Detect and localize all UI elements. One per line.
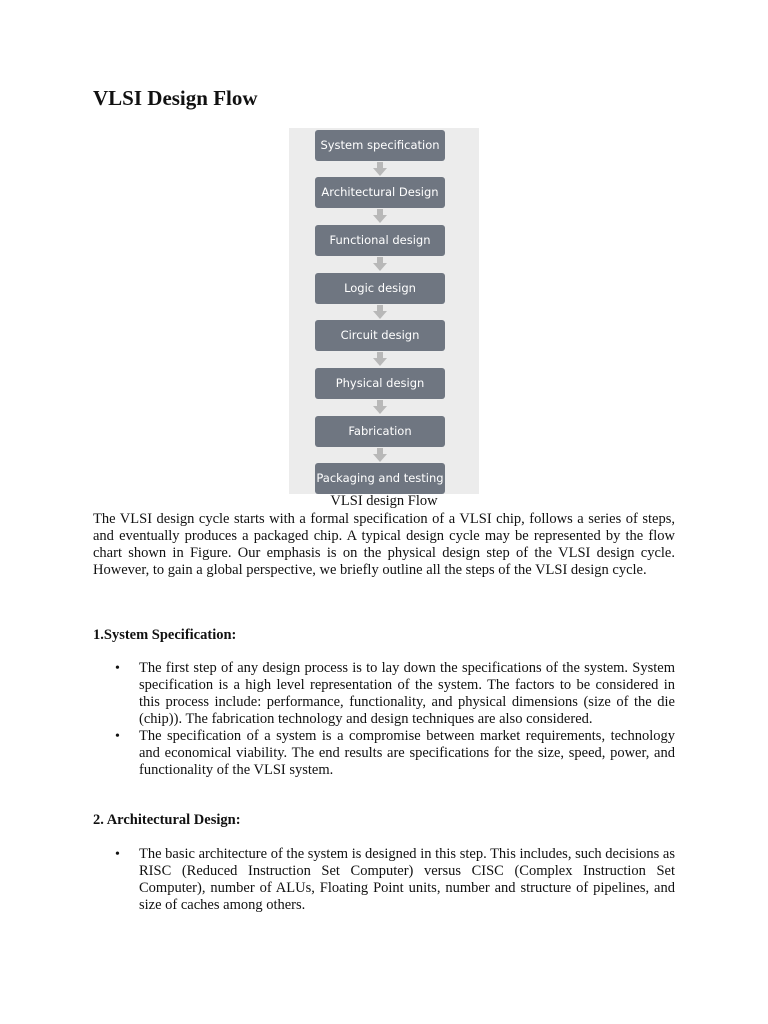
list-item-text: The specification of a system is a compromise between market requirements, technology and economical viability. The end results are specifications for the size, speed, power, and functionality of the VLSI system. xyxy=(139,728,675,778)
flow-step-functional-design: Functional design xyxy=(315,225,445,256)
section-heading-system-specification: 1.System Specification: xyxy=(93,627,237,643)
bullet-icon: • xyxy=(115,847,120,862)
flow-step-architectural-design: Architectural Design xyxy=(315,177,445,208)
down-arrow-icon xyxy=(373,400,387,414)
flow-diagram xyxy=(289,128,479,494)
flow-step-circuit-design: Circuit design xyxy=(315,320,445,351)
down-arrow-icon xyxy=(373,448,387,462)
flow-step-logic-design: Logic design xyxy=(315,273,445,304)
architectural-design-list xyxy=(93,846,675,914)
list-item xyxy=(93,728,675,779)
down-arrow-icon xyxy=(373,352,387,366)
list-item xyxy=(93,846,675,914)
page-title: VLSI Design Flow xyxy=(93,86,258,110)
down-arrow-icon xyxy=(373,162,387,176)
flow-step-packaging-and-testing: Packaging and testing xyxy=(315,463,445,494)
down-arrow-icon xyxy=(373,209,387,223)
intro-paragraph: The VLSI design cycle starts with a formal specification of a VLSI chip, follows a series of steps, and eventually produces a packaged chip. A typical design cycle may be represented by the flow chart shown in Figure. Our emphasis is on the physical design step of the VLSI design cycle. However, to gain a global perspective, we briefly outline all the steps of the VLSI design cycle. xyxy=(93,511,675,578)
down-arrow-icon xyxy=(373,257,387,271)
system-specification-list xyxy=(93,660,675,779)
list-item-text: The first step of any design process is to lay down the specifications of the system. System specification is a high level representation of the system. The factors to be considered in this process include: performance, functionality, and physical dimensions (size of the die (chip)). The fabrication technology and design techniques are also considered. xyxy=(139,660,675,727)
section-heading-architectural-design: 2. Architectural Design: xyxy=(93,812,241,828)
flow-step-physical-design: Physical design xyxy=(315,368,445,399)
flow-step-fabrication: Fabrication xyxy=(315,416,445,447)
figure-caption: VLSI design Flow xyxy=(330,493,438,509)
bullet-icon: • xyxy=(115,729,120,744)
list-item-text: The basic architecture of the system is designed in this step. This includes, such decisions as RISC (Reduced Instruction Set Computer) versus CISC (Complex Instruction Set Computer), number of ALUs, Floating Point units, number and structure of pipelines, and size of caches among others. xyxy=(139,846,675,913)
bullet-icon: • xyxy=(115,661,120,676)
down-arrow-icon xyxy=(373,305,387,319)
flow-step-system-specification: System specification xyxy=(315,130,445,161)
list-item xyxy=(93,660,675,728)
